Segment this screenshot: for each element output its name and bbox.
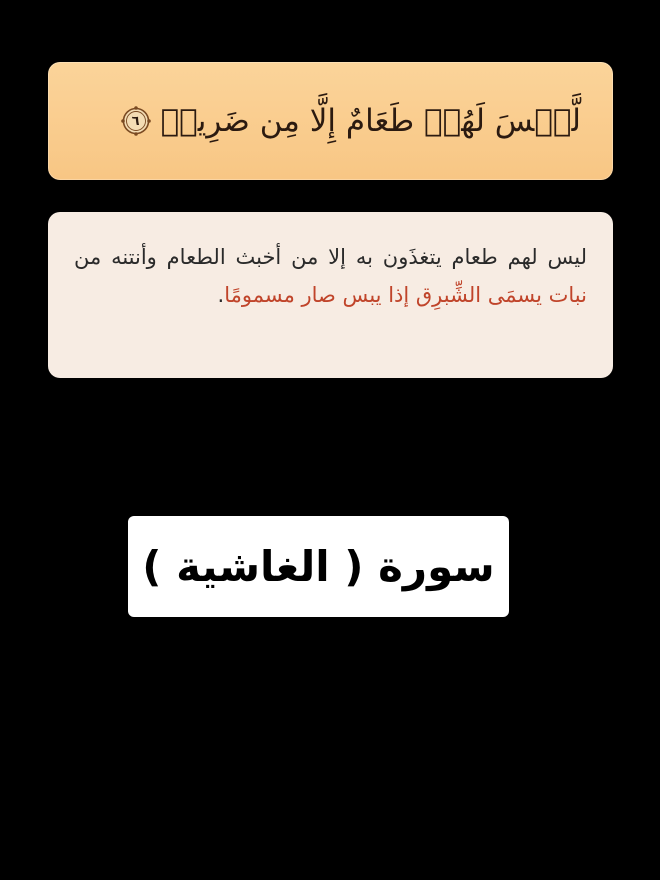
verse-line bbox=[121, 102, 581, 139]
tafsir-card bbox=[48, 212, 613, 378]
surah-title: سورة ( الغاشية ) bbox=[142, 542, 495, 591]
ayah-end-marker-icon bbox=[121, 106, 151, 136]
tafsir-text-part2: . bbox=[217, 283, 225, 307]
tafsir-text-part1: ليس لهم طعام يتغذَون به إلا من أخبث الطعام وأنتنه من bbox=[74, 245, 587, 269]
tafsir-text bbox=[74, 238, 587, 314]
verse-card bbox=[48, 62, 613, 180]
verse-text: لَّيۡسَ لَهُمۡ طَعَامٌ إِلَّا مِن ضَرِيعٖ bbox=[160, 102, 581, 139]
ayah-number: ٦ bbox=[131, 113, 140, 129]
surah-title-box bbox=[128, 516, 509, 617]
tafsir-highlighted-text: نبات يسمَى الشِّبرِق إذا يبس صار مسمومًا bbox=[224, 283, 587, 307]
